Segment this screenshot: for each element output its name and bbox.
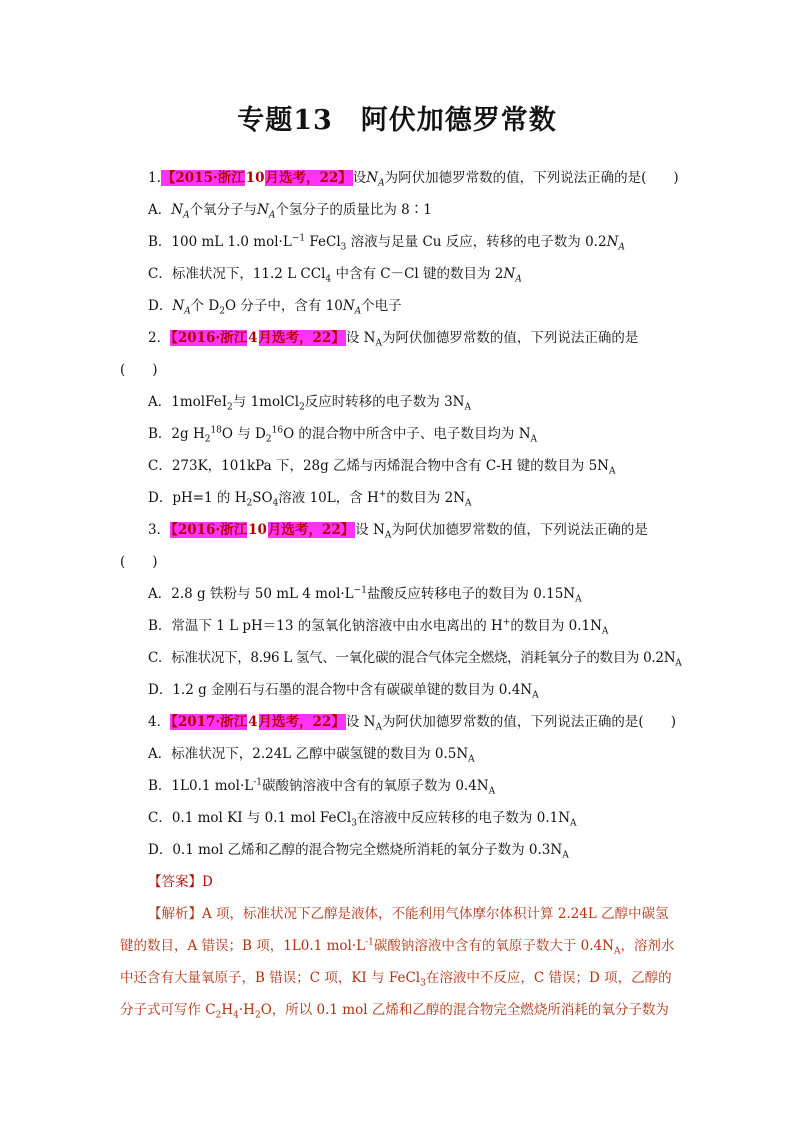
question-4-stem: 4．【2017·浙江4月选考，22】设 $N_A$为阿伏加德罗常数的值，下列说法正确的是( ) bbox=[148, 714, 676, 733]
question-1-tag: 【2015·浙江10月选考，22】 bbox=[161, 170, 352, 186]
answer-value: D bbox=[202, 874, 213, 890]
question-3-option-d: D．1.2 g 金刚石与石墨的混合物中含有碳碳单键的数目为 $0.4N_A$ bbox=[148, 682, 539, 701]
question-2-tag: 【2016·浙江4月选考，22】 bbox=[171, 330, 345, 346]
page-title: 专题13 阿伏加德罗常数 bbox=[237, 105, 557, 136]
answer-line bbox=[148, 872, 213, 892]
question-3-paren: ( ) bbox=[120, 554, 158, 570]
analysis-line-1: 【解析】A 项，标准状况下乙醇是液体，不能利用气体摩尔体积计算 2.24L 乙醇中碳氢 bbox=[148, 906, 669, 922]
question-1-option-a: A．$N_A$个氧分子与$N_A$个氢分子的质量比为 8∶1 bbox=[148, 202, 432, 221]
analysis-line-3: 中还含有大量氧原子，B 错误；C 项，KI 与 FeCl$_3$在溶液中不反应，C 错误；D 项，乙醇的 bbox=[120, 970, 672, 989]
question-2-option-d: D．pH=1 的 $H_2SO_4$溶液 10L，含 H+的数目为 $2N_A$ bbox=[148, 489, 472, 509]
question-2-option-a: A．1molFeI$_2$与 1molCl$_2$反应时转移的电子数为 $3N_A$ bbox=[148, 394, 471, 413]
question-3-tag: 【2016·浙江10月选考，22】 bbox=[171, 522, 355, 538]
question-3-option-c: C．标准状况下，8.96 L 氢气、一氧化碳的混合气体完全燃烧，消耗氧分子的数目为 $0.2N_A$ bbox=[148, 650, 682, 669]
question-1-option-c: C．标准状况下，11.2 L CCl$_4$ 中含有 C－Cl 键的数目为 $2N_A$ bbox=[148, 266, 522, 285]
question-2-stem: 2．【2016·浙江4月选考，22】设 $N_A$为阿伏伽德罗常数的值，下列说法正确的是 bbox=[148, 330, 639, 349]
question-3-option-a: A．2.8 g 铁粉与 50 mL 4 $mol\cdot L^{-1}$盐酸反应转移电子的数目为 $0.15N_A$ bbox=[148, 585, 582, 605]
question-1-option-d: D．$N_A$个 $D_2O$ 分子中，含有 $10N_A$个电子 bbox=[148, 298, 402, 317]
question-3-option-b: B．常温下 1 L pH＝13 的氢氧化钠溶液中由水电离出的 H+的数目为 $0.1N_A$ bbox=[148, 617, 609, 637]
question-4-option-d: D．0.1 mol 乙烯和乙醇的混合物完全燃烧所消耗的氧分子数为 $0.3N_A$ bbox=[148, 842, 569, 861]
question-2-paren: ( ) bbox=[120, 362, 158, 378]
question-3-stem: 3．【2016·浙江10月选考，22】设 $N_A$为阿伏加德罗常数的值，下列说法正确的是 bbox=[148, 522, 648, 541]
question-4-option-c: C．0.1 mol KI 与 0.1 mol FeCl$_3$在溶液中反应转移的电子数为 $0.1N_A$ bbox=[148, 810, 577, 829]
analysis-line-2: 键的数目，A 错误；B 项，1L0.1 $mol\cdot L^{-1}$碳酸钠溶液中含有的氧原子数大于 $0.4N_A$，溶剂水 bbox=[120, 937, 675, 957]
analysis-label: 【解析】 bbox=[148, 906, 202, 922]
question-1-option-b: B．100 mL 1.0 $mol\cdot L^{-1}$ FeCl$_3$ 溶液与足量 Cu 反应，转移的电子数为 $0.2N_A$ bbox=[148, 233, 625, 253]
analysis-line-4: 分子式可写作 $C_2H_4\cdot H_2O$，所以 0.1 mol 乙烯和乙醇的混合物完全燃烧所消耗的氧分子数为 bbox=[120, 1002, 669, 1021]
answer-label: 【答案】 bbox=[148, 874, 202, 890]
question-2-option-b: B．2g $H_2^{18}O$ 与 $D_2^{16}O$ 的混合物中所含中子、电子数目均为 $N_A$ bbox=[148, 425, 538, 445]
question-4-tag: 【2017·浙江4月选考，22】 bbox=[171, 714, 345, 730]
question-4-option-b: B．1L0.1 $mol\cdot L^{-1}$碳酸钠溶液中含有的氧原子数为 $0.4N_A$ bbox=[148, 777, 496, 797]
question-1-stem: 1.【2015·浙江10月选考，22】设$N_A$为阿伏加德罗常数的值，下列说法正确的是( ) bbox=[148, 170, 679, 189]
question-4-option-a: A．标准状况下，2.24L 乙醇中碳氢键的数目为 $0.5N_A$ bbox=[148, 746, 475, 765]
question-2-option-c: C．273K，101kPa 下，28g 乙烯与丙烯混合物中含有 C-H 键的数目为 $5N_A$ bbox=[148, 458, 616, 477]
